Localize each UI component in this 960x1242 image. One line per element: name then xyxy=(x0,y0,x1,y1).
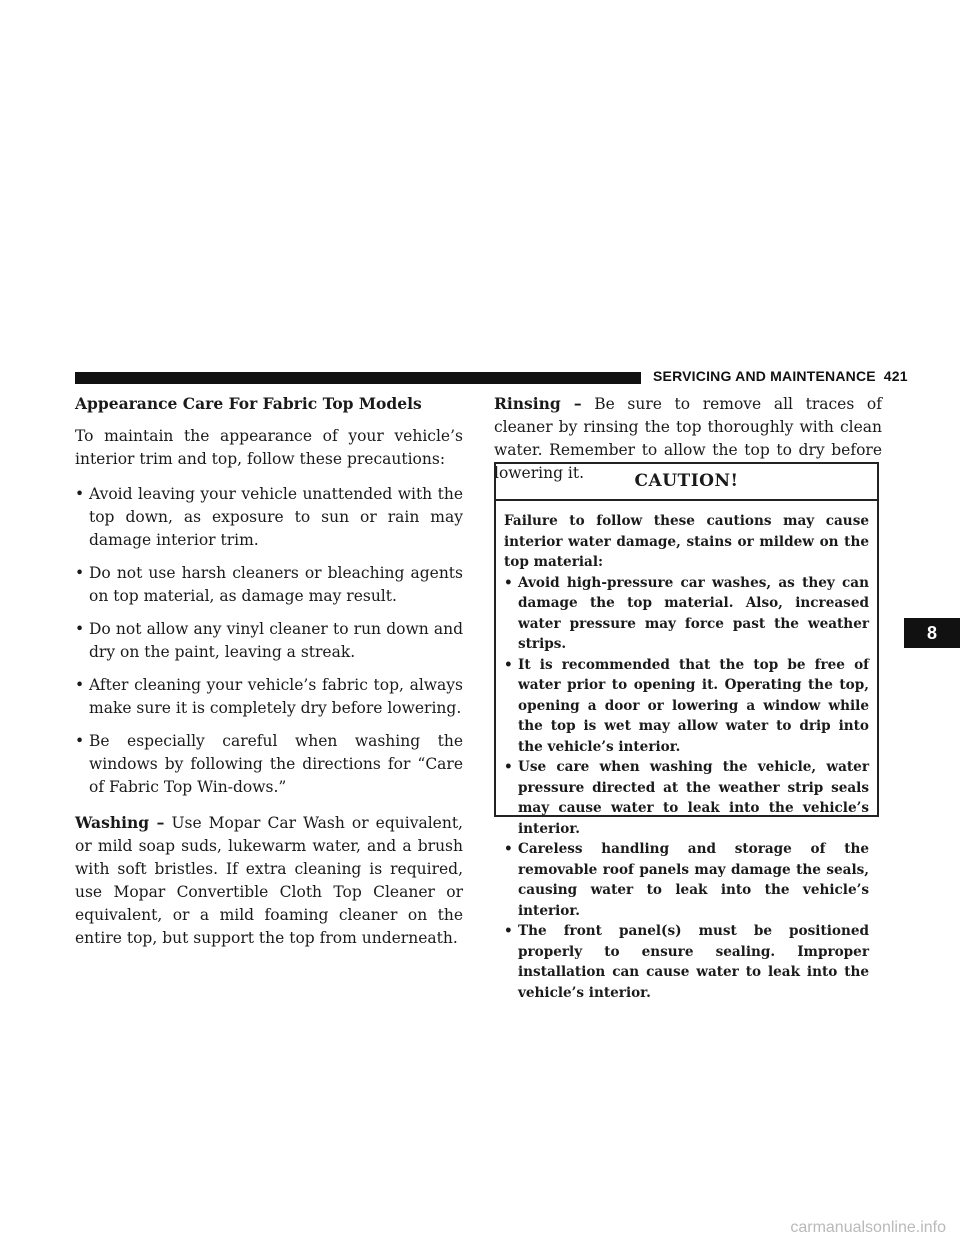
caution-title: CAUTION! xyxy=(496,464,877,501)
section-heading: Appearance Care For Fabric Top Models xyxy=(75,394,422,413)
list-item: • Do not use harsh cleaners or bleaching agents on top material, as damage may result. xyxy=(75,564,463,605)
list-item: • Use care when washing the vehicle, water pressure directed at the weather strip seals may cause water to leak into the vehicle’s interior. xyxy=(504,759,869,837)
washing-paragraph: Washing – Use Mopar Car Wash or equivalent, or mild soap suds, lukewarm water, and a brush with soft bristles. If extra cleaning is required, use Mopar Convertible Cloth Top Cleaner or equivalent, or a mild foaming cleaner on the entire top, but support the top from underneath. xyxy=(75,813,463,947)
bullet-icon: • xyxy=(75,676,85,694)
precautions-list xyxy=(75,483,463,799)
bullet-icon: • xyxy=(504,841,513,857)
caution-list xyxy=(504,573,869,1004)
section-title: SERVICING AND MAINTENANCE xyxy=(653,368,876,384)
bullet-icon: • xyxy=(504,656,513,673)
page-number: 421 xyxy=(883,368,908,384)
list-item: • Avoid high-pressure car washes, as they can damage the top material. Also, increased water pressure may force past the weather strips. xyxy=(504,574,869,652)
left-column xyxy=(75,392,463,962)
rinsing-paragraph: Rinsing – Be sure to remove all traces of cleaner by rinsing the top thoroughly with clean water. Remember to allow the top to dry before lowering it. xyxy=(494,394,882,482)
bullet-icon: • xyxy=(75,732,85,750)
list-item: • The front panel(s) must be positioned properly to ensure sealing. Improper installation can cause water to leak into the vehicle’s interior. xyxy=(504,923,869,1001)
bullet-icon: • xyxy=(75,620,85,638)
list-item: • Careless handling and storage of the removable roof panels may damage the seals, causing water to leak into the vehicle’s interior. xyxy=(504,841,869,919)
header-rule xyxy=(75,372,641,384)
bullet-icon: • xyxy=(504,574,513,591)
caution-body xyxy=(496,501,877,1003)
rinsing-run-in-head: Rinsing – xyxy=(494,394,582,413)
list-item: • Avoid leaving your vehicle unattended with the top down, as exposure to sun or rain may damage interior trim. xyxy=(75,485,463,549)
list-item: • After cleaning your vehicle’s fabric top, always make sure it is completely dry before lowering. xyxy=(75,676,463,717)
chapter-tab: 8 xyxy=(904,618,960,648)
caution-intro: Failure to follow these cautions may cause interior water damage, stains or mildew on the top material: xyxy=(504,513,869,570)
list-item: • Be especially careful when washing the windows by following the directions for “Care of Fabric Top Win-dows.” xyxy=(75,732,463,796)
list-item: • It is recommended that the top be free of water prior to opening it. Operating the top, opening a door or lowering a window while the top is wet may allow water to drip into the vehicle’s interior. xyxy=(504,656,869,755)
bullet-icon: • xyxy=(504,759,513,775)
bullet-icon: • xyxy=(504,923,513,939)
bullet-icon: • xyxy=(75,564,85,582)
intro-paragraph: To maintain the appearance of your vehicle’s interior trim and top, follow these precautions: xyxy=(75,427,463,468)
washing-run-in-head: Washing – xyxy=(75,813,165,832)
bullet-icon: • xyxy=(75,485,85,503)
list-item: • Do not allow any vinyl cleaner to run down and dry on the paint, leaving a streak. xyxy=(75,620,463,661)
caution-box xyxy=(494,462,879,1001)
watermark: carmanualsonline.info xyxy=(790,1219,946,1236)
running-header xyxy=(653,368,908,388)
